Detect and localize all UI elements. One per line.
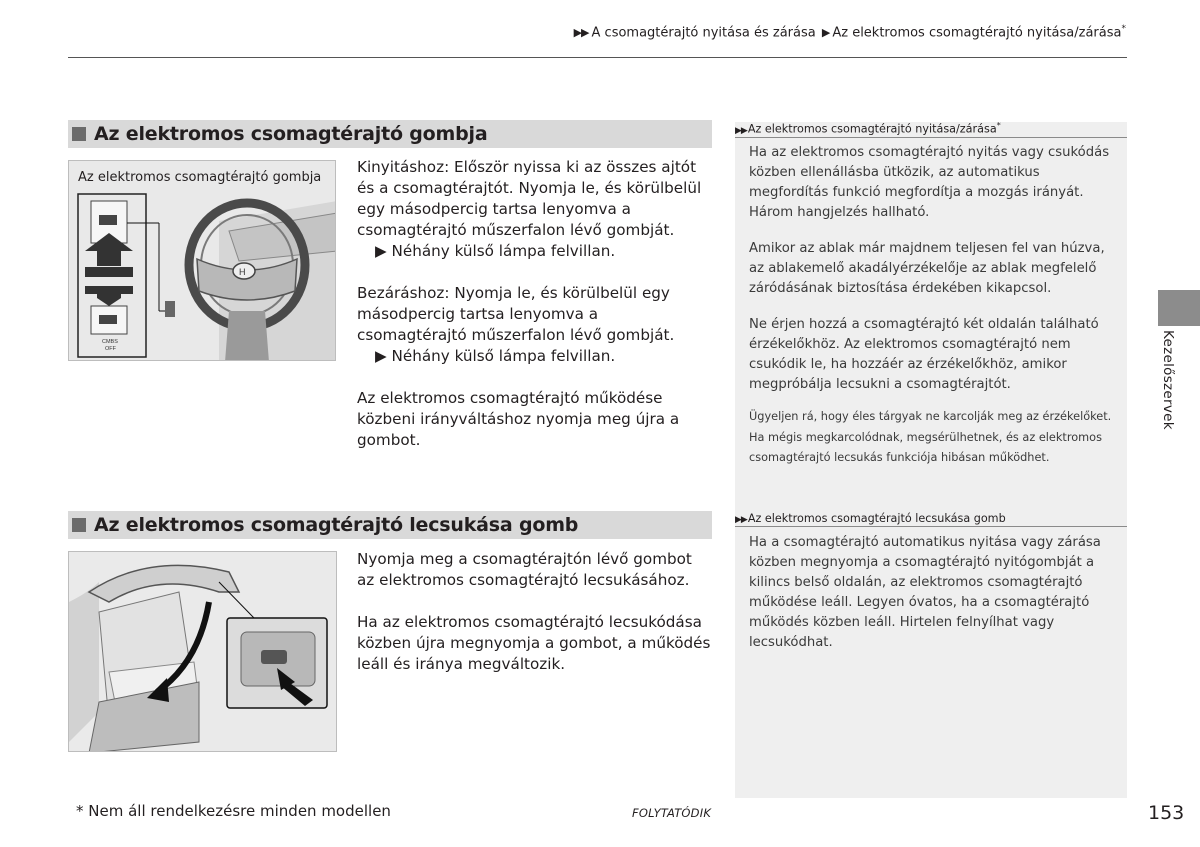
close-button-reverse: Ha az elektromos csomagtérajtó lecsukódása közben újra megnyomja a gombot, a működés leáll és iránya megváltozik. <box>357 613 711 673</box>
close-button-instructions: Nyomja meg a csomagtérajtón lévő gombot az elektromos csomagtérajtó lecsukásához. <box>357 550 692 589</box>
step-result-text: Néhány külső lámpa felvillan. <box>391 242 616 260</box>
section-marker-icon <box>72 127 86 141</box>
section1-body <box>357 157 712 451</box>
page-number: 153 <box>1148 802 1185 824</box>
sidebar-heading-text[interactable]: Az elektromos csomagtérajtó lecsukása gomb <box>747 512 1006 525</box>
step-result <box>357 241 712 262</box>
footnote: * Nem áll rendelkezésre minden modellen <box>76 802 391 820</box>
sidebar-heading <box>735 512 1127 527</box>
sidebar-heading <box>735 121 1127 138</box>
reference-arrow-icon: ▶▶ <box>735 125 747 136</box>
reverse-instructions: Az elektromos csomagtérajtó működése közbeni irányváltáshoz nyomja meg újra a gombot. <box>357 389 680 449</box>
continued-label: FOLYTATÓDIK <box>632 806 712 820</box>
dashboard-button-figure <box>68 160 336 361</box>
close-instructions: Bezáráshoz: Nyomja le, és körülbelül egy másodpercig tartsa lenyomva a csomagtérajtó műszerfalon lévő gombját. <box>357 284 675 344</box>
dashboard-illustration <box>69 161 336 361</box>
model-asterisk: * <box>1121 24 1126 34</box>
breadcrumb-arrow-icon: ▶▶ <box>573 26 589 40</box>
header-divider <box>68 57 1127 58</box>
note-sensor-care: Ügyeljen rá, hogy éles tárgyak ne karcolják meg az érzékelőket. Ha mégis megkarcolódnak, megsérülhetnek, és az elektromos csomagtérajtó lecsukás funkciója hibásan működhet. <box>749 410 1112 464</box>
tailgate-illustration <box>69 552 337 752</box>
sidebar-notes-2 <box>749 533 1115 653</box>
breadcrumb-arrow-icon: ▶ <box>821 26 831 40</box>
sidebar-heading-text[interactable]: Az elektromos csomagtérajtó nyitása/zárása <box>747 122 997 136</box>
section-marker-icon <box>72 518 86 532</box>
section-header-close-button <box>68 511 712 539</box>
svg-text:H: H <box>239 267 246 277</box>
model-asterisk: * <box>996 121 1001 130</box>
note-handle-button: Ha a csomagtérajtó automatikus nyitása vagy zárása közben megnyomja a csomagtérajtó nyitógombját a kilincs belső oldalán, az elektromos csomagtérajtó működése leáll. Legyen óvatos, ha a csomagtérajtó működés közben leáll. Hirtelen felnyílhat vagy lecsukódhat. <box>749 535 1101 650</box>
step-arrow-icon: ▶ <box>375 347 392 365</box>
note-window: Amikor az ablak már majdnem teljesen fel van húzva, az ablakemelő akadályérzékelője az ablak megfelelő záródásának biztosítása érdekében kikapcsol. <box>749 241 1105 296</box>
figure-label: Az elektromos csomagtérajtó gombja <box>78 170 322 185</box>
svg-text:OFF: OFF <box>105 346 116 352</box>
sidebar-notes-1 <box>749 143 1115 469</box>
breadcrumb-item-current: Az elektromos csomagtérajtó nyitása/zárása <box>832 25 1122 41</box>
step-result <box>357 346 712 367</box>
open-instructions: Kinyitáshoz: Először nyissa ki az összes ajtót és a csomagtérajtót. Nyomja le, és körülbelül egy másodpercig tartsa lenyomva a csomagtérajtó műszerfalon lévő gombját. <box>357 158 702 239</box>
step-arrow-icon: ▶ <box>375 242 392 260</box>
chapter-tab <box>1158 290 1200 326</box>
section-header-button <box>68 120 712 148</box>
tailgate-button-figure <box>68 551 337 752</box>
breadcrumb-item[interactable]: A csomagtérajtó nyitása és zárása <box>591 25 816 41</box>
svg-text:CMBS: CMBS <box>102 339 118 345</box>
note-auto-reverse: Ha az elektromos csomagtérajtó nyitás vagy csukódás közben ellenállásba ütközik, az automatikus megfordítás funkció megfordítja a mozgás irányát. Három hangjelzés hallható. <box>749 145 1110 220</box>
section-title: Az elektromos csomagtérajtó lecsukása gomb <box>94 514 579 536</box>
breadcrumb <box>574 24 1126 40</box>
section2-body <box>357 549 712 675</box>
note-sensors: Ne érjen hozzá a csomagtérajtó két oldalán található érzékelőkhöz. Az elektromos csomagtérajtó nem csukódik le, ha hozzáér az érzékelőkhöz, amikor megpróbálja lecsukni a csomagtérajtót. <box>749 317 1099 392</box>
step-result-text: Néhány külső lámpa felvillan. <box>391 347 616 365</box>
section-title: Az elektromos csomagtérajtó gombja <box>94 123 488 145</box>
reference-arrow-icon: ▶▶ <box>735 515 747 525</box>
chapter-tab-label: Kezelőszervek <box>1160 330 1176 430</box>
